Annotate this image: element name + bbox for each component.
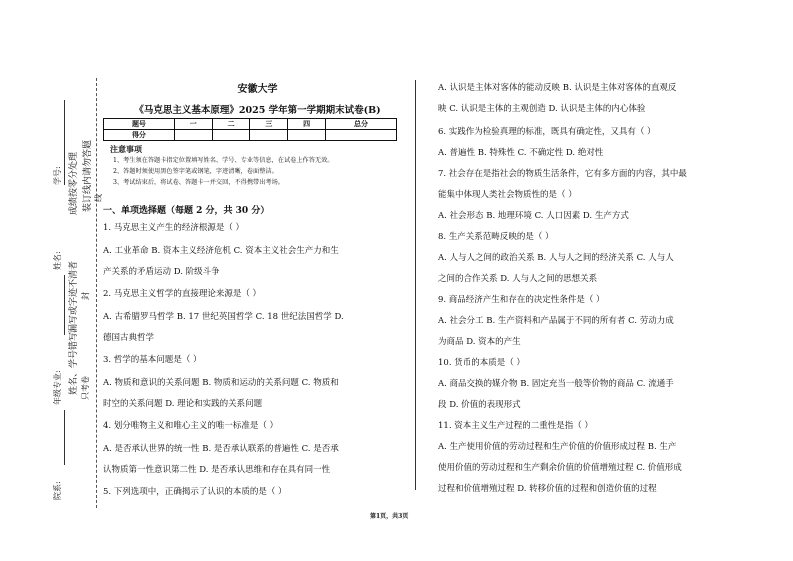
exam-title: 《马克思主义基本原理》2025 学年第一学期期末试卷(B) [134, 105, 381, 116]
score-table-score-row [104, 130, 397, 141]
question-options: 德国古典哲学 [103, 333, 155, 343]
right-question-column [438, 78, 738, 500]
question-options: A. 社会分工 B. 生产资料和产品属于不同的所有者 C. 劳动力成 [438, 316, 674, 326]
question-options: 为商品 D. 资本的产生 [438, 337, 521, 347]
notice-heading: 注意事项 [110, 144, 142, 154]
question-text: 5. 下列选项中，正确揭示了认识的本质的是（ ） [103, 487, 287, 497]
notice-item: 2、答题时须使用黑色签字笔或钢笔，字迹清晰，卷面整洁。 [113, 168, 278, 175]
score-cell [250, 130, 288, 141]
question-text: 2. 马克思主义哲学的直接理论来源是（ ） [103, 289, 262, 299]
question-text: 8. 生产关系范畴反映的是（ ） [438, 232, 554, 242]
sidebar-college-label: 院系: [53, 481, 62, 500]
score-header-cell: 总分 [326, 119, 397, 130]
question-text: 1. 马克思主义产生的经济根源是（ ） [103, 223, 245, 233]
sidebar-major-underline [64, 410, 65, 465]
question-text: 9. 商品经济产生和存在的决定性条件是（ ） [438, 295, 605, 305]
score-header-cell: 题号 [104, 119, 175, 130]
score-table-header-row [104, 119, 397, 130]
question-options: 能集中体现人类社会物质性的是（ ） [438, 190, 577, 200]
section-title: 一、单项选择题（每题 2 分，共 30 分） [103, 206, 270, 216]
sidebar-major-label: 年级专业: [53, 370, 62, 405]
score-header-cell: 三 [250, 119, 288, 130]
question-text: 10. 货币的本质是（ ） [438, 358, 525, 368]
question-options: A. 商品交换的媒介物 B. 固定充当一般等价物的商品 C. 流通手 [438, 379, 674, 389]
sidebar-inner-label: 只考卷 [81, 376, 90, 400]
question-options: A. 是否承认世界的统一性 B. 是否承认联系的普遍性 C. 是否承 [103, 444, 339, 454]
question-options: A. 物质和意识的关系问题 B. 物质和运动的关系问题 C. 物质和 [103, 378, 339, 388]
question-options: 段 D. 价值的表现形式 [438, 400, 521, 410]
score-cell [174, 130, 212, 141]
question-text: 7. 社会存在是指社会的物质生活条件，它有多方面的内容，其中最 [438, 169, 687, 179]
question-options: 使用价值的劳动过程和生产剩余价值的价值增殖过程 C. 价值形成 [438, 463, 682, 473]
score-header-cell: 一 [174, 119, 212, 130]
score-cell [212, 130, 250, 141]
sidebar-notes-top: 成绩按零分处理 [69, 151, 79, 215]
question-text: 3. 哲学的基本问题是（ ） [103, 355, 202, 365]
sidebar-separator-char: 线 [94, 194, 103, 202]
sidebar-seal-char: 封 [81, 292, 90, 300]
score-cell [326, 130, 397, 141]
column-divider [415, 80, 416, 490]
question-text: 4. 划分唯物主义和唯心主义的唯一标准是（ ） [103, 421, 279, 431]
sidebar-notes-bottom: 姓名、学号错写 [69, 331, 79, 395]
question-options: 映 C. 认识是主体的主观创造 D. 认识是主体的内心体验 [438, 104, 646, 114]
question-text: 11. 资本主义生产过程的二重性是指（ ） [438, 421, 593, 431]
question-options: 时空的关系问题 D. 理论和实践的关系问题 [103, 399, 263, 409]
notice-item: 3、考试结束后，将试卷、答题卡一并交回，不得携带出考场。 [113, 179, 284, 186]
sidebar-name-underline [64, 275, 65, 335]
notice-item: 1、考生须在答题卡指定位置填写姓名、学号、专业等信息，在试卷上作答无效。 [113, 157, 334, 164]
score-header-cell: 四 [288, 119, 326, 130]
question-options: A. 人与人之间的政治关系 B. 人与人之间的经济关系 C. 人与人 [438, 253, 674, 263]
sidebar-id-underline [64, 100, 65, 185]
question-options: 之间的合作关系 D. 人与人之间的思想关系 [438, 274, 598, 284]
sidebar-notes-top-b: 装订线内请勿答题 [83, 139, 93, 212]
score-cell [288, 130, 326, 141]
question-options: A. 普遍性 B. 特殊性 C. 不确定性 D. 绝对性 [438, 148, 604, 158]
question-options: 产关系的矛盾运动 D. 阶级斗争 [103, 267, 220, 277]
sidebar-notes-mid: 漏写或字迹不清者 [69, 260, 79, 333]
university-title: 安徽大学 [237, 84, 278, 95]
question-text: 6. 实践作为检验真理的标准，既具有确定性，又具有（ ） [438, 127, 656, 137]
question-options: A. 古希腊罗马哲学 B. 17 世纪英国哲学 C. 18 世纪法国哲学 D. [103, 312, 344, 322]
question-options: A. 生产使用价值的劳动过程和生产价值的价值形成过程 B. 生产 [438, 442, 677, 452]
question-options: A. 工业革命 B. 资本主义经济危机 C. 资本主义社会生产力和生 [103, 246, 339, 256]
question-options: A. 社会形态 B. 地理环境 C. 人口因素 D. 生产方式 [438, 211, 629, 221]
question-options: A. 认识是主体对客体的能动反映 B. 认识是主体对客体的直观反 [438, 83, 677, 93]
sidebar-student-id-label: 学号: [53, 166, 62, 185]
question-options: 认物质第一性意识第二性 D. 是否承认思维和存在具有同一性 [103, 465, 331, 475]
score-row-label: 得分 [104, 130, 175, 141]
score-header-cell: 二 [212, 119, 250, 130]
score-table [103, 118, 397, 141]
page-footer: 第1页，共3页 [370, 513, 409, 520]
question-options: 过程和价值增殖过程 D. 转移价值的过程和创造价值的过程 [438, 484, 657, 494]
binding-line [96, 78, 97, 508]
sidebar-name-label: 姓名: [53, 251, 62, 270]
left-question-column [103, 222, 403, 505]
